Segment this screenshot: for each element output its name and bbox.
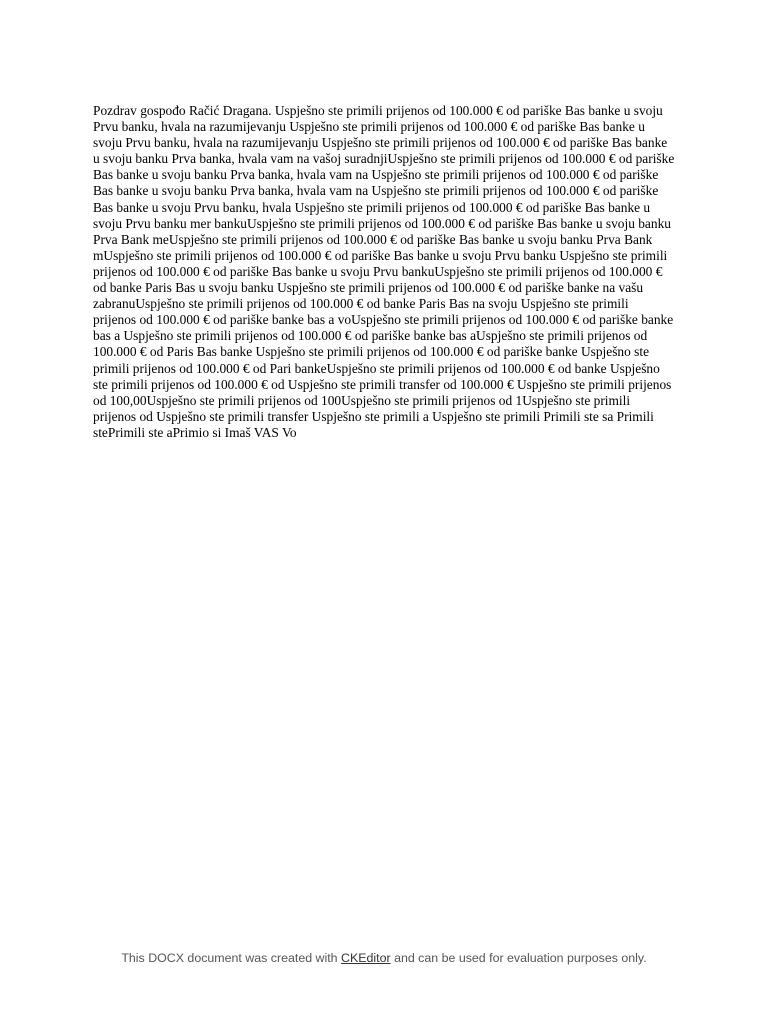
ckeditor-link[interactable]: CKEditor	[341, 951, 391, 965]
document-body-text: Pozdrav gospođo Račić Dragana. Uspješno ste primili prijenos od 100.000 € od pariške Bas banke u svoju Prvu banku, hvala na razumijevanju Uspješno ste primili prijenos od 100.000 € od pariške Bas banke u svoju Prvu banku, hvala na razumijevanju Uspješno ste primili prijenos od 100.000 € od pariške Bas banke u svoju banku Prva banka, hvala vam na vašoj suradnjiUspješno ste primili prijenos od 100.000 € od pariške Bas banke u svoju banku Prva banka, hvala vam na Uspješno ste primili prijenos od 100.000 € od pariške Bas banke u svoju banku Prva banka, hvala vam na Uspješno ste primili prijenos od 100.000 € od pariške Bas banke u svoju Prvu banku, hvala Uspješno ste primili prijenos od 100.000 € od pariške Bas banke u svoju Prvu banku mer bankuUspješno ste primili prijenos od 100.000 € od pariške Bas banke u svoju banku Prva Bank meUspješno ste primili prijenos od 100.000 € od pariške Bas banke u svoju banku Prva Bank mUspješno ste primili prijenos od 100.000 € od pariške Bas banke u svoju Prvu banku Uspješno ste primili prijenos od 100.000 € od pariške Bas banke u svoju Prvu bankuUspješno ste primili prijenos od 100.000 € od banke Paris Bas u svoju banku Uspješno ste primili prijenos od 100.000 € od pariške banke na vašu zabranuUspješno ste primili prijenos od 100.000 € od banke Paris Bas na svoju Uspješno ste primili prijenos od 100.000 € od pariške banke bas a voUspješno ste primili prijenos od 100.000 € od pariške banke bas a Uspješno ste primili prijenos od 100.000 € od pariške banke bas aUspješno ste primili prijenos od 100.000 € od Paris Bas banke Uspješno ste primili prijenos od 100.000 € od pariške banke Uspješno ste primili prijenos od 100.000 € od Pari bankeUspješno ste primili prijenos od 100.000 € od banke Uspješno ste primili prijenos od 100.000 € od Uspješno ste primili transfer od 100.000 € Uspješno ste primili prijenos od 100,00Uspješno ste primili prijenos od 100Uspješno ste primili prijenos od 1Uspješno ste primili prijenos od Uspješno ste primili transfer Uspješno ste primili a Uspješno ste primili Primili ste sa Primili stePrimili ste aPrimio si Imaš VAS Vo	[93, 103, 675, 440]
footer-suffix-text: and can be used for evaluation purposes only.	[390, 951, 647, 965]
evaluation-footer	[0, 950, 768, 966]
footer-prefix-text: This DOCX document was created with	[121, 951, 342, 965]
